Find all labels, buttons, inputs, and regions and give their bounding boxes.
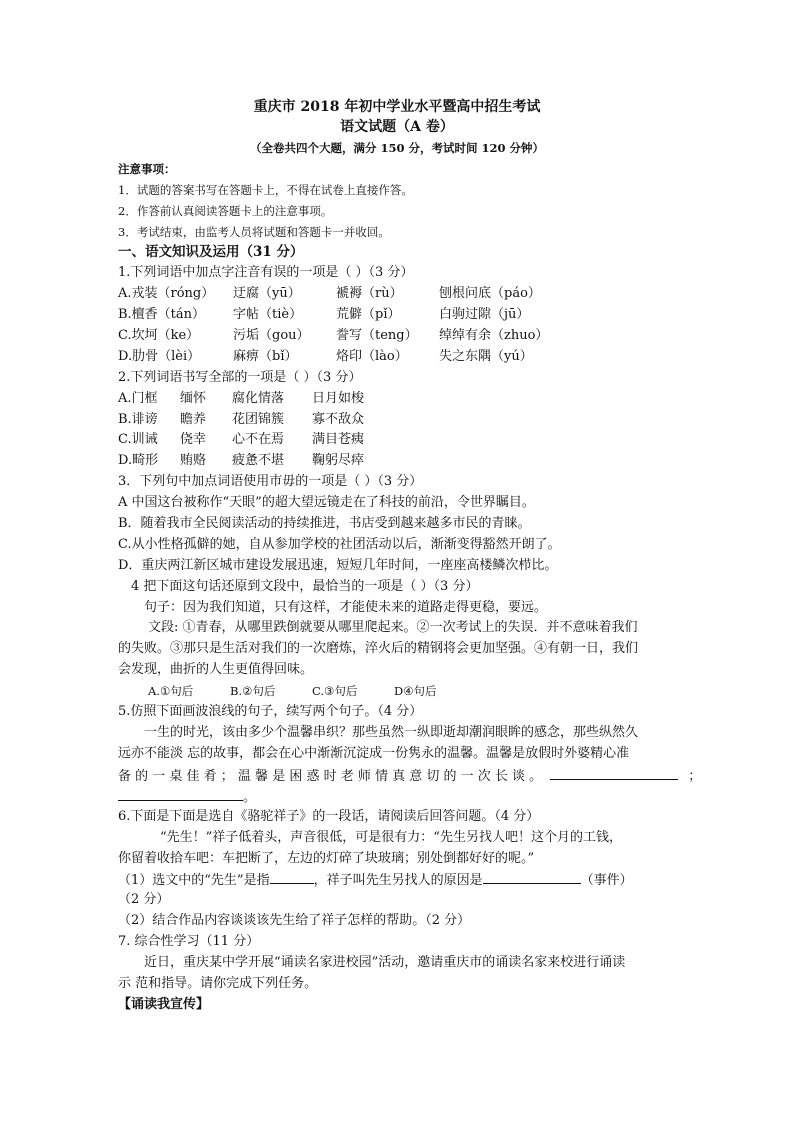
q2-a-1: A.门框 bbox=[118, 391, 158, 406]
q2-d-1: D.畸形 bbox=[118, 453, 159, 468]
q1-option-row bbox=[118, 327, 548, 345]
q2-a-4: 日月如梭 bbox=[312, 391, 365, 406]
q6-answer-blank-1[interactable] bbox=[270, 870, 314, 884]
q1-b-4: 白驹过隙（jū） bbox=[439, 307, 530, 322]
q3-option: C.从小性格孤僻的她，自从参加学校的社团活动以后，渐渐变得豁然开朗了。 bbox=[118, 537, 561, 552]
q5-period: 。 bbox=[243, 790, 257, 805]
q6-sub1-text-b: ，祥子叫先生另找人的原因是 bbox=[313, 873, 483, 888]
q4-passage-line: 的失败。③那只是生活对我们的一次磨炼，淬火后的精钢将会更加坚强。④有朝一日，我们 bbox=[118, 641, 639, 656]
exam-info: （全卷共四个大题，满分 150 分，考试时间 120 分钟） bbox=[249, 141, 545, 155]
q6-sub1-text-a: （1）选文中的“先生”是指 bbox=[118, 873, 270, 888]
q2-d-2: 贿赂 bbox=[180, 453, 207, 468]
q1-d-4: 失之东隅（yú） bbox=[439, 349, 533, 364]
q2-option-row bbox=[118, 431, 364, 449]
q4-stem: 4 把下面这句话还原到文段中，最恰当的一项是（ ）（3 分） bbox=[131, 579, 479, 594]
q4-option-c: C.③句后 bbox=[312, 684, 358, 698]
q5-text-line-4 bbox=[118, 787, 256, 807]
q2-b-3: 花团锦簇 bbox=[232, 412, 285, 427]
q2-b-4: 寡不敌众 bbox=[312, 412, 365, 427]
section-heading: 一、语文知识及运用（31 分） bbox=[118, 244, 304, 260]
q4-option-d: D④句后 bbox=[394, 684, 437, 698]
q3-option: D．重庆两江新区城市建设发展迅速，短短几年时间，一座座高楼鳞次栉比。 bbox=[118, 558, 558, 573]
q2-stem: 2.下列词语书写全部的一项是（ ）（3 分） bbox=[118, 370, 362, 385]
q6-stem: 6.下面是下面是选自《骆驼祥子》的一段话，请阅读后回答问题。（4 分） bbox=[118, 809, 540, 824]
q1-d-2: 麻痹（bǐ） bbox=[233, 349, 298, 364]
q5-answer-blank-1[interactable] bbox=[550, 766, 678, 780]
q1-a-1: A.戎装（róng） bbox=[118, 286, 215, 301]
q2-b-1: B.诽谤 bbox=[118, 412, 158, 427]
q2-d-4: 鞠躬尽瘁 bbox=[312, 453, 365, 468]
q2-option-row bbox=[118, 390, 364, 408]
exam-subtitle: 语文试题（A 卷） bbox=[340, 119, 454, 135]
q2-a-2: 缅怀 bbox=[180, 391, 207, 406]
q2-option-row bbox=[118, 411, 364, 429]
q1-option-row bbox=[118, 285, 541, 303]
q5-answer-blank-2[interactable] bbox=[118, 787, 243, 801]
q1-option-row bbox=[118, 306, 529, 324]
note-item: 2．作答前认真阅读答题卡上的注意事项。 bbox=[118, 204, 333, 218]
q1-c-3: 誊写（teng） bbox=[336, 328, 418, 343]
q2-option-row bbox=[118, 452, 364, 470]
q7-subheading: 【诵读我宣传】 bbox=[118, 997, 210, 1012]
q5-text-line: 远亦不能淡 忘的故事，都会在心中渐渐沉淀成一份隽永的温馨。温馨是放假时外婆精心准 bbox=[118, 746, 630, 761]
note-item: 3．考试结束，由监考人员将试题和答题卡一并收回。 bbox=[118, 225, 390, 239]
q1-option-row bbox=[118, 348, 533, 366]
q7-text-line: 示 范和指导。请你完成下列任务。 bbox=[118, 976, 318, 991]
q1-a-4: 刨根问底（páo） bbox=[439, 286, 541, 301]
q4-passage-line: 会发现，曲折的人生更值得回味。 bbox=[118, 662, 314, 677]
exam-title: 重庆市 2018 年初中学业水平暨高中招生考试 bbox=[253, 99, 541, 115]
q4-passage-line: 文段: ①青春，从哪里跌倒就要从哪里爬起来。②一次考试上的失误．并不意味着我们 bbox=[148, 620, 638, 635]
q4-options bbox=[148, 682, 437, 700]
q1-stem: 1.下列词语中加点字注音有误的一项是（ ）（3 分） bbox=[118, 265, 414, 280]
q3-stem: 3．下列句中加点词语使用市毋的一项是（ ）（3 分） bbox=[118, 474, 423, 489]
q7-stem: 7. 综合性学习（11 分） bbox=[118, 934, 260, 949]
q4-option-a: A.①句后 bbox=[148, 684, 194, 698]
q1-a-2: 迂腐（yū） bbox=[233, 286, 301, 301]
q6-sub2: （2）结合作品内容谈谈该先生给了祥子怎样的帮助。（2 分） bbox=[118, 913, 471, 928]
q5-stem: 5.仿照下面画波浪线的句子，续写两个句子。（4 分） bbox=[118, 704, 423, 719]
q7-text-line: 近日，重庆某中学开展“诵读名家进校园”活动，邀请重庆市的诵读名家来校进行诵读 bbox=[144, 955, 626, 970]
q4-sentence: 句子：因为我们知道，只有这样，才能使未来的道路走得更稳，要远。 bbox=[144, 600, 548, 615]
q5-text-line-3 bbox=[118, 766, 701, 786]
q6-sub1-text-c: （事件） bbox=[580, 873, 633, 888]
q2-c-4: 满目苍痍 bbox=[312, 432, 365, 447]
q5-text: 备 的 一 桌 佳 肴 ； 温 馨 是 困 惑 时 老 师 情 真 意 切 的 一 次 长 谈 。 bbox=[118, 769, 543, 784]
q3-option: B．随着我市全民阅读活动的持续推进，书店受到越来越多市民的青睐。 bbox=[118, 516, 531, 531]
q1-c-2: 污垢（gou） bbox=[233, 328, 310, 343]
q1-b-1: B.檀香（tán） bbox=[118, 307, 206, 322]
q6-answer-blank-2[interactable] bbox=[483, 870, 581, 884]
q1-b-3: 荒僻（pǐ） bbox=[336, 307, 401, 322]
q1-d-1: D.肋骨（lèi） bbox=[118, 349, 201, 364]
q5-semicolon: ； bbox=[688, 769, 702, 784]
q2-b-2: 瞻养 bbox=[180, 412, 207, 427]
q6-sub1 bbox=[118, 870, 633, 890]
q1-d-3: 烙印（lào） bbox=[336, 349, 408, 364]
note-item: 1．试题的答案书写在答题卡上，不得在试卷上直接作答。 bbox=[118, 183, 413, 197]
q2-d-3: 疲惫不堪 bbox=[232, 453, 285, 468]
q2-a-3: 腐化情落 bbox=[232, 391, 285, 406]
q5-text-line: 一生的时光，该由多少个温馨串织？那些虽然一纵即逝却潮润眼眸的感念，那些纵然久 bbox=[144, 725, 639, 740]
q4-option-b: B.②句后 bbox=[230, 684, 276, 698]
q2-c-1: C.训诫 bbox=[118, 432, 158, 447]
q6-sub1-score: （2 分） bbox=[118, 892, 170, 907]
q2-c-2: 侥幸 bbox=[180, 432, 207, 447]
q2-c-3: 心不在焉 bbox=[232, 432, 285, 447]
q1-c-1: C.坎坷（ke） bbox=[118, 328, 200, 343]
q3-option: A 中国这台被称作“天眼”的超大望远镜走在了科技的前沿，令世界瞩目。 bbox=[118, 495, 535, 510]
q6-passage-line: 你留着收拾车吧：车把断了，左边的灯碎了块玻璃；别处倒都好好的呢。” bbox=[118, 851, 535, 866]
notes-heading: 注意事项： bbox=[118, 162, 176, 176]
q1-b-2: 字帖（tiè） bbox=[233, 307, 303, 322]
q1-a-3: 褫褥（rù） bbox=[336, 286, 403, 301]
q6-passage-line: “先生！”祥子低着头，声音很低，可是很有力：“先生另找人吧！这个月的工钱， bbox=[160, 830, 622, 845]
q1-c-4: 绰绰有余（zhuo） bbox=[439, 328, 549, 343]
